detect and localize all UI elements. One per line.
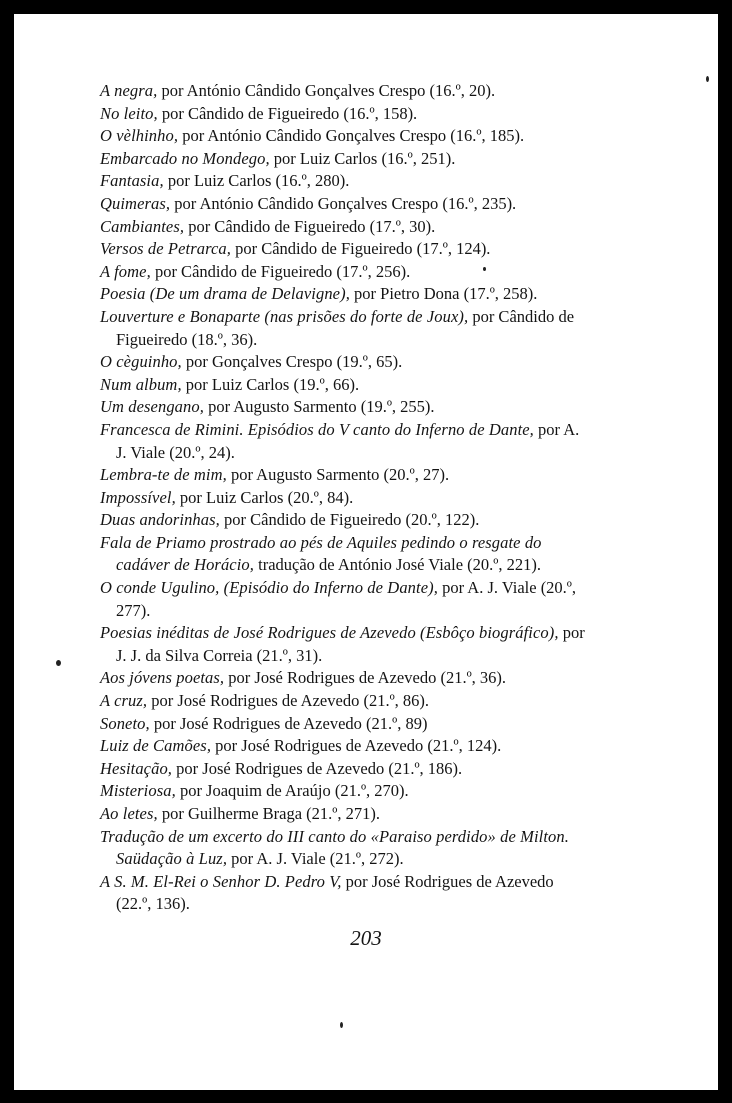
document-page (14, 14, 718, 1090)
entry-details: por Luiz Carlos (16.º, 251). (269, 148, 456, 168)
entry-details: por A. J. Viale (20.º, 24). (116, 419, 580, 462)
list-item (100, 419, 590, 464)
entry-title: Hesitação, (100, 758, 173, 778)
entry-title: Ao letes, (100, 804, 158, 823)
list-item (100, 103, 590, 126)
list-item (100, 532, 590, 577)
list-item (100, 713, 590, 736)
paper-speck (340, 1022, 343, 1028)
entry-title: Misteriosa, (100, 781, 176, 801)
list-item (100, 803, 590, 826)
entry-title: Poesias inéditas de José Rodrigues de Azevedo (Esbôço biográfico), (100, 623, 559, 643)
list-item (100, 148, 590, 171)
entry-details: por José Rodrigues de Azevedo (21.º, 86). (147, 691, 430, 711)
list-item (100, 667, 590, 690)
entry-details: por António Cândido Gonçalves Crespo (16.º, 235). (170, 193, 517, 213)
list-item (100, 487, 590, 510)
entry-details: por Augusto Sarmento (20.º, 27). (226, 465, 450, 485)
list-item (100, 780, 590, 803)
entry-details: por José Rodrigues de Azevedo (22.º, 136). (116, 871, 554, 914)
list-item (100, 758, 590, 781)
entry-details: por J. J. da Silva Correia (21.º, 31). (116, 623, 585, 665)
entry-title: A cruz, (100, 691, 148, 711)
entry-title: Poesia (De um drama de Delavigne), (100, 284, 350, 304)
entry-title: A negra, (100, 81, 158, 100)
entry-details: por Augusto Sarmento (19.º, 255). (203, 397, 435, 417)
entry-title: Quimeras, (100, 193, 171, 213)
list-item (100, 306, 590, 351)
entry-details: por José Rodrigues de Azevedo (21.º, 186). (172, 758, 463, 778)
entry-title: Louverture e Bonaparte (nas prisões do forte de Joux), (100, 306, 469, 326)
entry-details: por Gonçalves Crespo (19.º, 65). (181, 352, 403, 372)
paper-speck (483, 267, 486, 271)
entry-details: por Luiz Carlos (16.º, 280). (163, 171, 350, 191)
entry-details: por Guilherme Braga (21.º, 271). (157, 804, 381, 823)
entry-details: por Luiz Carlos (19.º, 66). (181, 374, 360, 394)
entry-title: O conde Ugulino, (Episódio do Inferno de Dante), (100, 578, 438, 598)
list-item (100, 216, 590, 239)
entry-details: por Joaquim de Araújo (21.º, 270). (175, 781, 409, 801)
list-item (100, 170, 590, 193)
list-item (100, 374, 590, 397)
entry-details: por José Rodrigues de Azevedo (21.º, 36). (224, 668, 507, 688)
entry-details: por Cândido de Figueiredo (17.º, 124). (230, 239, 491, 259)
list-item (100, 871, 590, 916)
entry-title: Cambiantes, (100, 216, 185, 236)
list-item (100, 577, 590, 622)
entry-details: por Cândido de Figueiredo (17.º, 30). (184, 216, 436, 236)
entry-title: Aos jóvens poetas, (100, 668, 225, 688)
list-item (100, 509, 590, 532)
entry-details: por José Rodrigues de Azevedo (21.º, 89) (149, 713, 428, 733)
entry-details: por Cândido de Figueiredo (17.º, 256). (150, 261, 411, 281)
entry-details: tradução de António José Viale (20.º, 221). (254, 555, 542, 575)
entry-details: por A. J. Viale (20.º, 277). (116, 578, 577, 620)
list-item (100, 238, 590, 261)
entry-title: Versos de Petrarca, (100, 239, 231, 259)
entry-details: por A. J. Viale (21.º, 272). (227, 849, 404, 869)
entry-title: O vèlhinho, (100, 126, 179, 146)
entry-title: A fome, (100, 261, 151, 281)
paper-speck (706, 76, 709, 82)
page-number: 203 (350, 926, 382, 950)
entry-title: Num album, (100, 374, 182, 394)
entry-title: Soneto, (100, 713, 150, 733)
entry-title: Duas andorinhas, (100, 510, 220, 530)
list-item (100, 283, 590, 306)
entry-title: O cèguinho, (100, 352, 182, 372)
paper-speck (56, 660, 61, 666)
list-item (100, 125, 590, 148)
entry-title: No leito, (100, 103, 158, 123)
entry-details: por Luiz Carlos (20.º, 84). (175, 487, 354, 507)
entry-details: por António Cândido Gonçalves Crespo (16.º, 185). (178, 126, 525, 146)
list-item (100, 351, 590, 374)
list-item (100, 464, 590, 487)
entry-title: Fala de Priamo prostrado ao pés de Aquiles pedindo o resgate do cadáver de Horácio, (100, 532, 542, 575)
entry-title: A S. M. El-Rei o Senhor D. Pedro V, (100, 871, 342, 891)
list-item (100, 261, 590, 284)
entry-details: por José Rodrigues de Azevedo (21.º, 124). (211, 736, 502, 756)
list-item (100, 396, 590, 419)
entry-title: Um desengano, (100, 397, 204, 417)
entry-title: Fantasia, (100, 171, 164, 191)
entry-title: Tradução de um excerto do III canto do «Paraiso perdido» de Milton. Saüdação à Luz, (100, 826, 569, 869)
list-item (100, 690, 590, 713)
entry-title: Luiz de Camões, (100, 736, 212, 756)
list-item (100, 735, 590, 758)
bibliography-list (100, 80, 590, 916)
list-item (100, 622, 590, 667)
entry-title: Francesca de Rimini. Episódios do V canto do Inferno de Dante, (100, 419, 534, 439)
list-item (100, 193, 590, 216)
list-item (100, 80, 590, 103)
list-item (100, 826, 590, 871)
entry-title: Impossível, (100, 487, 176, 507)
entry-title: Lembra-te de mim, (100, 465, 227, 485)
entry-details: por Cândido de Figueiredo (20.º, 122). (219, 510, 480, 530)
entry-details: por Cândido de Figueiredo (16.º, 158). (157, 103, 418, 123)
entry-title: Embarcado no Mondego, (100, 148, 270, 168)
entry-details: por António Cândido Gonçalves Crespo (16.º, 20). (157, 81, 496, 100)
entry-details: por Cândido de Figueiredo (18.º, 36). (116, 306, 575, 349)
entry-details: por Pietro Dona (17.º, 258). (349, 284, 538, 304)
